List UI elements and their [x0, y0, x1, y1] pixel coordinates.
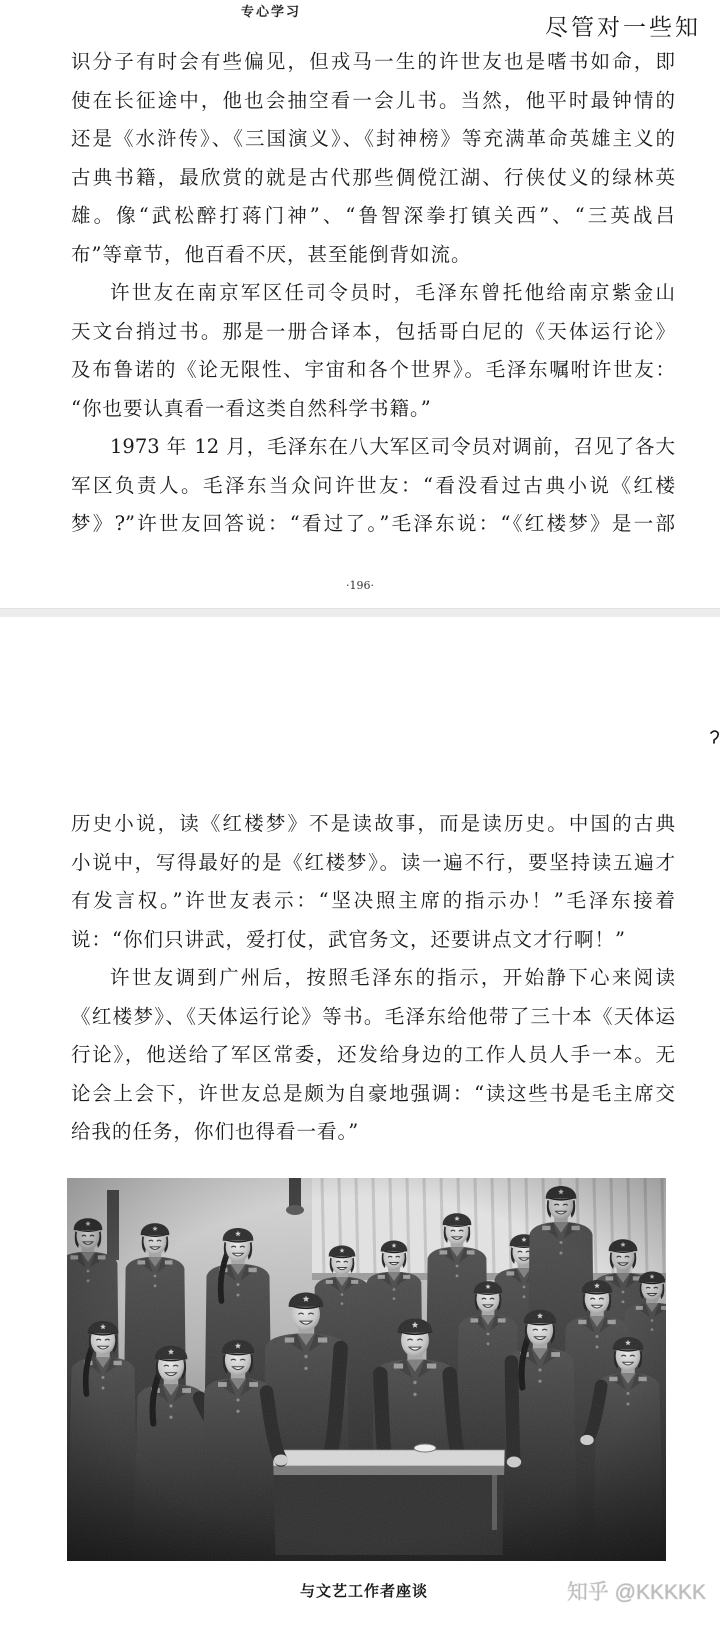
text-line: 小说中，写得最好的是《红楼梦》。读一遍不行，要坚持读五遍才 [71, 850, 675, 874]
running-header-right: 尽管对一些知 [545, 15, 701, 41]
page-text-bottom [71, 805, 675, 1152]
photo-vignette [67, 1178, 666, 1561]
text-line: 许世友在南京军区任司令员时，毛泽东曾托他给南京紫金山 [110, 281, 675, 304]
text-line: 古典书籍，最欣赏的就是古代那些倜傥江湖、行侠仗义的绿林英 [71, 165, 675, 189]
text-line: 识分子有时会有些偏见，但戎马一生的许世友也是嗜书如命，即 [71, 50, 675, 73]
page-number: ·196· [346, 579, 374, 592]
text-line: 《红楼梦》、《天体运行论》等书。毛泽东给他带了三十本《天体运 [71, 1004, 675, 1028]
zhihu-watermark: 知乎 @KKKKK [566, 1581, 706, 1604]
text-line: 给我的任务，你们也得看一看。” [71, 1120, 360, 1143]
photo-caption: 与文艺工作者座谈 [299, 1582, 428, 1600]
text-line: 军区负责人。毛泽东当众问许世友：“看没看过古典小说《红楼 [71, 473, 675, 497]
text-line: 历史小说，读《红楼梦》不是读故事，而是读历史。中国的古典 [71, 812, 675, 835]
text-line: 有发言权。”许世友表示：“坚决照主席的指示办！”毛泽东接着 [71, 889, 675, 912]
photo [67, 1178, 666, 1561]
text-line: 布”等章节，他百看不厌，甚至能倒背如流。 [71, 242, 472, 266]
page-separator [0, 608, 720, 617]
text-line: 行论》，他送给了军区常委，还发给身边的工作人员人手一本。无 [71, 1043, 675, 1066]
text-line: 还是《水浒传》、《三国演义》、《封神榜》等充满革命英雄主义的 [71, 127, 675, 150]
page-edge-mark [706, 728, 720, 748]
text-line: 1973 年 12 月，毛泽东在八大军区司令员对调前，召见了各大 [110, 435, 675, 458]
text-line: 天文台捎过书。那是一册合译本，包括哥白尼的《天体运行论》 [71, 319, 675, 343]
running-header-left: 专心学习 [241, 5, 302, 20]
text-line: 使在长征途中，他也会抽空看一会儿书。当然，他平时最钟情的 [71, 88, 675, 112]
text-line: 雄。像“武松醉打蒋门神”、“鲁智深拳打镇关西”、“三英战吕 [71, 204, 675, 227]
text-line: 梦》?”许世友回答说：“看过了。”毛泽东说：“《红楼梦》是一部 [71, 512, 675, 535]
text-line: 说：“你们只讲武，爱打仗，武官务文，还要讲点文才行啊！” [71, 927, 626, 951]
text-line: “你也要认真看一看这类自然科学书籍。” [71, 396, 432, 420]
page-text-top [71, 43, 675, 544]
text-line: 许世友调到广州后，按照毛泽东的指示，开始静下心来阅读 [110, 966, 675, 989]
photo-group-meeting [67, 1178, 666, 1561]
text-line: 及布鲁诺的《论无限性、宇宙和各个世界》。毛泽东嘱咐许世友： [71, 358, 675, 381]
text-line: 论会上会下，许世友总是颇为自豪地强调：“读这些书是毛主席交 [71, 1081, 675, 1105]
